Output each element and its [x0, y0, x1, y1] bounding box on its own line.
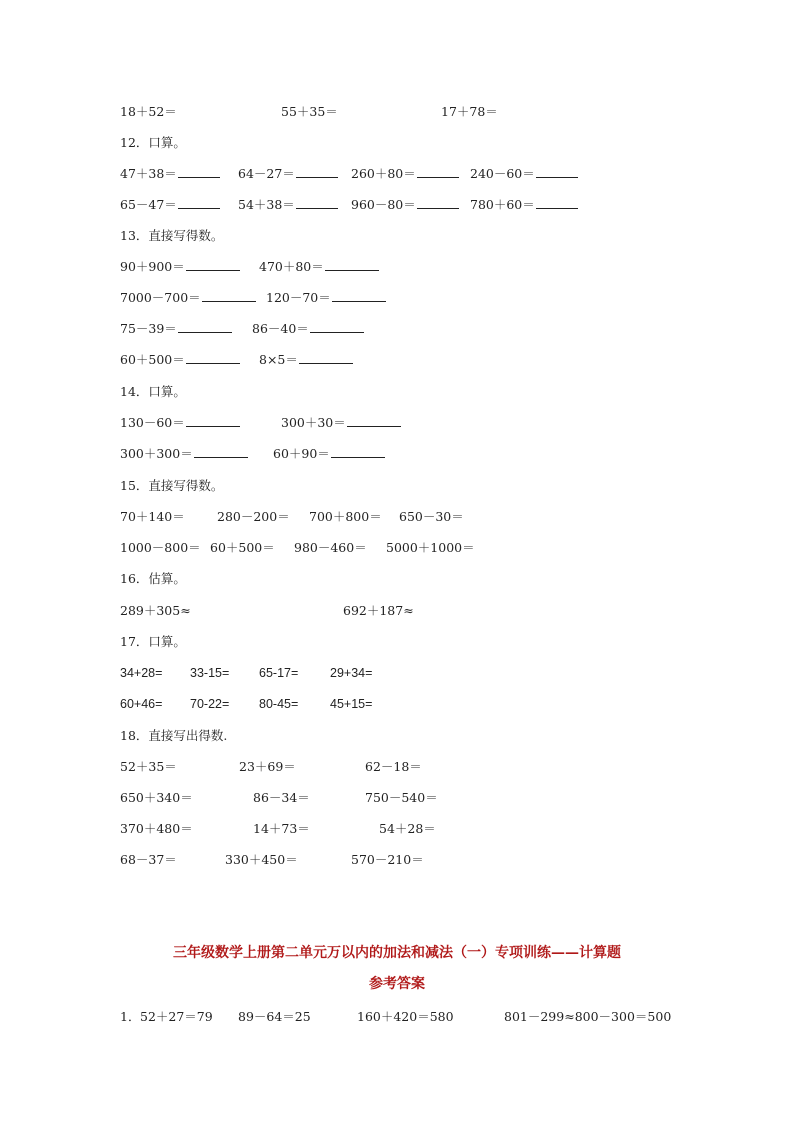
problem-row: [0, 257, 794, 277]
expression: 7000－700＝: [120, 288, 256, 308]
question-heading: [0, 133, 794, 153]
problem-row: [0, 601, 794, 621]
problem-row: [0, 663, 794, 683]
answer-blank[interactable]: [194, 444, 248, 458]
answer-blank[interactable]: [296, 195, 338, 209]
problem-row: [0, 195, 794, 215]
expression: 60＋500＝: [210, 540, 275, 555]
answer-blank[interactable]: [536, 164, 578, 178]
expression: 75－39＝: [120, 319, 232, 339]
answer-row: [0, 1007, 794, 1027]
answer-blank[interactable]: [347, 413, 401, 427]
answer-blank[interactable]: [417, 195, 459, 209]
answer-blank[interactable]: [186, 350, 240, 364]
problem-row: [0, 102, 794, 122]
answer-blank[interactable]: [332, 288, 386, 302]
problem-row: [0, 538, 794, 558]
expression: 289＋305≈: [120, 603, 191, 618]
problem-row: [0, 507, 794, 527]
expression: 17＋78＝: [441, 104, 498, 119]
expression: 54＋28＝: [379, 821, 436, 836]
expression: 65－47＝: [120, 195, 220, 215]
question-heading: [0, 632, 794, 652]
expression: 130－60＝: [120, 413, 240, 433]
problem-row: [0, 444, 794, 464]
expression: 300＋300＝: [120, 444, 248, 464]
answer-blank[interactable]: [178, 164, 220, 178]
expression: 14＋73＝: [253, 821, 310, 836]
answer-expression: 801－299≈800－300＝500: [504, 1009, 672, 1024]
expression: 470＋80＝: [259, 257, 379, 277]
expression: 80-45=: [259, 697, 299, 711]
answer-blank[interactable]: [299, 350, 353, 364]
expression: 60＋500＝: [120, 350, 240, 370]
answer-blank[interactable]: [417, 164, 459, 178]
answer-expression: 52＋27＝79: [140, 1009, 213, 1024]
problem-row: [0, 694, 794, 714]
answers-title: 三年级数学上册第二单元万以内的加法和减法（一）专项训练——计算题: [173, 945, 621, 961]
expression: 300＋30＝: [281, 413, 401, 433]
expression: 330＋450＝: [225, 852, 298, 867]
problem-row: [0, 350, 794, 370]
problem-row: [0, 319, 794, 339]
expression: 54＋38＝: [238, 195, 338, 215]
problem-row: [0, 819, 794, 839]
question-16-title: 16．估算。: [120, 571, 186, 586]
expression: 692＋187≈: [343, 603, 414, 618]
question-heading: [0, 569, 794, 589]
answer-expression: 89－64＝25: [238, 1009, 311, 1024]
answer-blank[interactable]: [186, 257, 240, 271]
answer-blank[interactable]: [296, 164, 338, 178]
question-14-title: 14．口算。: [120, 384, 186, 399]
expression: 55＋35＝: [281, 104, 338, 119]
question-heading: [0, 476, 794, 496]
expression: 62－18＝: [365, 759, 422, 774]
expression: 780＋60＝: [470, 195, 578, 215]
expression: 980－460＝: [294, 540, 367, 555]
expression: 29+34=: [330, 666, 373, 680]
expression: 86－40＝: [252, 319, 364, 339]
expression: 23＋69＝: [239, 759, 296, 774]
expression: 260＋80＝: [351, 164, 459, 184]
answer-label: 1．: [120, 1009, 141, 1024]
expression: 34+28=: [120, 666, 163, 680]
expression: 70＋140＝: [120, 509, 185, 524]
expression: 750－540＝: [365, 790, 438, 805]
answers-subtitle: 参考答案: [369, 976, 425, 992]
expression: 570－210＝: [351, 852, 424, 867]
expression: 1000－800＝: [120, 540, 201, 555]
question-heading: [0, 726, 794, 746]
expression: 68－37＝: [120, 852, 177, 867]
expression: 240－60＝: [470, 164, 578, 184]
answer-blank[interactable]: [202, 288, 256, 302]
expression: 60+46=: [120, 697, 163, 711]
question-heading: [0, 226, 794, 246]
problem-row: [0, 850, 794, 870]
expression: 8×5＝: [259, 350, 353, 370]
question-15-title: 15．直接写得数。: [120, 478, 224, 493]
expression: 47＋38＝: [120, 164, 220, 184]
expression: 700＋800＝: [309, 509, 382, 524]
answer-blank[interactable]: [310, 319, 364, 333]
answer-blank[interactable]: [331, 444, 385, 458]
expression: 90＋900＝: [120, 257, 240, 277]
question-12-title: 12．口算。: [120, 135, 186, 150]
expression: 52＋35＝: [120, 759, 177, 774]
expression: 650－30＝: [399, 509, 464, 524]
answer-blank[interactable]: [186, 413, 240, 427]
answer-blank[interactable]: [178, 195, 220, 209]
expression: 650＋340＝: [120, 790, 193, 805]
expression: 120－70＝: [266, 288, 386, 308]
expression: 33-15=: [190, 666, 230, 680]
problem-row: [0, 757, 794, 777]
expression: 960－80＝: [351, 195, 459, 215]
answer-blank[interactable]: [536, 195, 578, 209]
expression: 45+15=: [330, 697, 373, 711]
question-17-title: 17．口算。: [120, 634, 186, 649]
answer-blank[interactable]: [178, 319, 232, 333]
question-13-title: 13．直接写得数。: [120, 228, 224, 243]
expression: 70-22=: [190, 697, 230, 711]
expression: 86－34＝: [253, 790, 310, 805]
question-heading: [0, 382, 794, 402]
expression: 280－200＝: [217, 509, 290, 524]
problem-row: [0, 788, 794, 808]
answer-expression: 160＋420＝580: [357, 1009, 454, 1024]
expression: 60＋90＝: [273, 444, 385, 464]
expression: 65-17=: [259, 666, 299, 680]
expression: 18＋52＝: [120, 104, 177, 119]
problem-row: [0, 164, 794, 184]
expression: 64－27＝: [238, 164, 338, 184]
expression: 5000＋1000＝: [386, 540, 475, 555]
problem-row: [0, 288, 794, 308]
problem-row: [0, 413, 794, 433]
expression: 370＋480＝: [120, 821, 193, 836]
answer-blank[interactable]: [325, 257, 379, 271]
question-18-title: 18．直接写出得数.: [120, 728, 228, 743]
